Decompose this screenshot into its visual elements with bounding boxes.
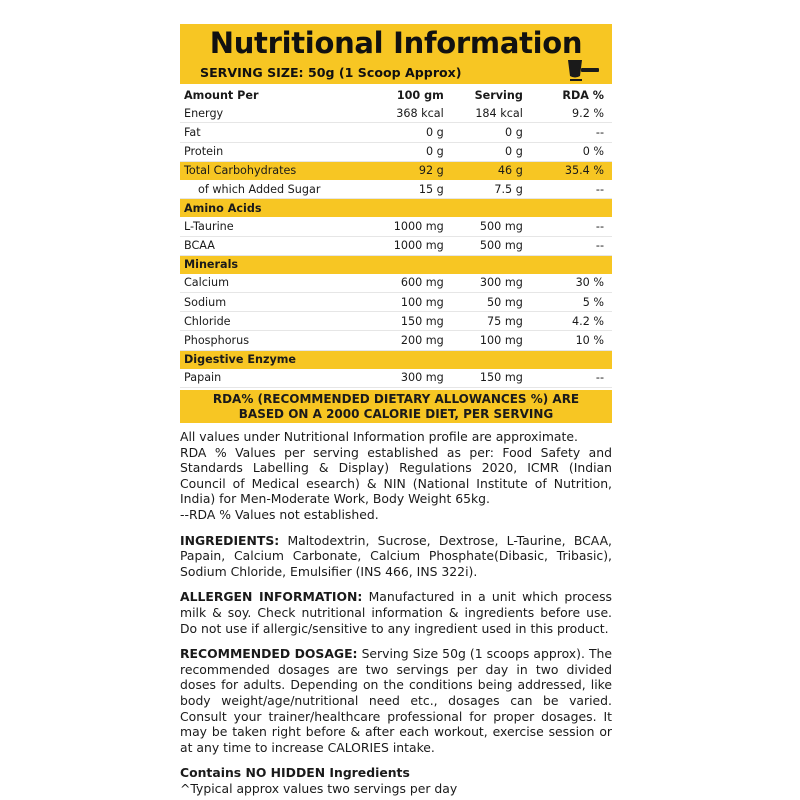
- value-per-100g: 0 g: [380, 142, 448, 161]
- value-per-serving: 46 g: [448, 161, 527, 180]
- value-rda: --: [527, 369, 612, 388]
- ingredients-block: [180, 533, 612, 580]
- value-rda: 4.2 %: [527, 312, 612, 331]
- dosage-label: RECOMMENDED DOSAGE:: [180, 646, 358, 662]
- col-rda: RDA %: [562, 88, 604, 102]
- value-rda: 10 %: [527, 331, 612, 350]
- value-rda: 9.2 %: [527, 104, 612, 123]
- dosage-block: [180, 646, 612, 755]
- value-per-100g: 92 g: [380, 161, 448, 180]
- table-row: [180, 369, 612, 388]
- notes-block: [180, 429, 612, 796]
- allergen-text: Manufactured in a unit which process milk & soy. Check nutritional information & ingredients before use. Do not use if allergic/sensitive to any ingredient used in this product.: [180, 589, 612, 636]
- value-per-serving: 50 mg: [448, 293, 527, 312]
- col-serving: Serving: [474, 88, 523, 102]
- section-header: [180, 350, 612, 369]
- value-per-serving: 184 kcal: [448, 104, 527, 123]
- table-row: [180, 331, 612, 350]
- header-banner: [180, 24, 612, 84]
- nutrient-name: Protein: [180, 142, 380, 161]
- value-rda: 35.4 %: [527, 161, 612, 180]
- nutrient-name: Fat: [180, 123, 380, 142]
- nutrient-name: of which Added Sugar: [180, 180, 380, 199]
- value-per-serving: 0 g: [448, 123, 527, 142]
- ingredients-label: INGREDIENTS:: [180, 532, 280, 548]
- value-per-100g: 0 g: [380, 123, 448, 142]
- rda-note: [180, 390, 612, 423]
- nutrient-name: Sodium: [180, 293, 380, 312]
- value-per-100g: 1000 mg: [380, 217, 448, 236]
- scoop-icon: [566, 54, 600, 82]
- value-per-100g: 15 g: [380, 180, 448, 199]
- value-rda: 30 %: [527, 274, 612, 293]
- table-row: [180, 236, 612, 255]
- ingredients-text: Maltodextrin, Sucrose, Dextrose, L-Taurine, BCAA, Papain, Calcium Carbonate, Calcium Phosphate(Dibasic, Tribasic), Sodium Chloride, Emulsifier (INS 466, INS 322i).: [180, 532, 612, 579]
- value-per-100g: 600 mg: [380, 274, 448, 293]
- table-row: [180, 180, 612, 199]
- value-rda: 5 %: [527, 293, 612, 312]
- nutrient-name: Papain: [180, 369, 380, 388]
- value-per-serving: 150 mg: [448, 369, 527, 388]
- hidden-ingredients: Contains NO HIDDEN Ingredients: [180, 765, 410, 781]
- table-row: [180, 217, 612, 236]
- nutrient-name: Chloride: [180, 312, 380, 331]
- table-row: [180, 312, 612, 331]
- value-per-100g: 368 kcal: [380, 104, 448, 123]
- value-rda: 0 %: [527, 142, 612, 161]
- nutrient-name: Energy: [180, 104, 380, 123]
- page-title: Nutritional Information: [209, 26, 583, 60]
- value-per-serving: 500 mg: [448, 236, 527, 255]
- value-rda: --: [527, 180, 612, 199]
- footnote: ^Typical approx values two servings per day: [180, 780, 458, 796]
- table-row: [180, 274, 612, 293]
- value-per-serving: 75 mg: [448, 312, 527, 331]
- value-rda: --: [527, 123, 612, 142]
- value-per-100g: 300 mg: [380, 369, 448, 388]
- table-row: [180, 104, 612, 123]
- value-per-100g: 200 mg: [380, 331, 448, 350]
- allergen-block: [180, 589, 612, 636]
- section-header: [180, 199, 612, 218]
- value-per-100g: 1000 mg: [380, 236, 448, 255]
- nutrient-name: Phosphorus: [180, 331, 380, 350]
- nutrient-name: Total Carbohydrates: [180, 161, 380, 180]
- section-label: Digestive Enzyme: [180, 350, 612, 369]
- table-row: [180, 142, 612, 161]
- rda-note-line2: BASED ON A 2000 CALORIE DIET, PER SERVING: [238, 407, 554, 421]
- nutrient-name: BCAA: [180, 236, 380, 255]
- col-100gm: 100 gm: [396, 88, 444, 102]
- section-header: [180, 255, 612, 274]
- nutrition-panel: [180, 24, 612, 796]
- value-per-serving: 0 g: [448, 142, 527, 161]
- value-per-serving: 500 mg: [448, 217, 527, 236]
- table-header: [180, 86, 612, 104]
- dosage-text: Serving Size 50g (1 scoops approx). The recommended dosages are two servings per day in two divided doses for adults. Depending on the conditions being addressed, like body weight/age/nutritional need etc., dosages can be varied. Consult your trainer/healthcare professional for proper dosages. It may be taken right before & after each workout, exercise session or at any time to increase CALORIES intake.: [180, 646, 612, 755]
- table-row: [180, 293, 612, 312]
- section-label: Minerals: [180, 255, 612, 274]
- allergen-label: ALLERGEN INFORMATION:: [180, 589, 363, 605]
- value-per-100g: 100 mg: [380, 293, 448, 312]
- rda-not-established: --RDA % Values not established.: [180, 506, 379, 522]
- section-label: Amino Acids: [180, 199, 612, 218]
- serving-size: SERVING SIZE: 50g (1 Scoop Approx): [200, 65, 462, 80]
- col-amount-per: Amount Per: [184, 88, 259, 102]
- disclaimer: All values under Nutritional Information profile are approximate.: [180, 429, 578, 444]
- value-per-100g: 150 mg: [380, 312, 448, 331]
- rda-source: RDA % Values per serving established as per: Food Safety and Standards Labelling & Display) Regulations 2020, ICMR (Indian Council of Medical esearch) & NIN (National Institute of Nutrition, India) for Men-Moderate Work, Body Weight 65kg.: [180, 444, 612, 507]
- table-row: [180, 161, 612, 180]
- value-per-serving: 300 mg: [448, 274, 527, 293]
- table-row: [180, 123, 612, 142]
- nutrition-table: [180, 86, 612, 388]
- value-per-serving: 100 mg: [448, 331, 527, 350]
- nutrient-name: Calcium: [180, 274, 380, 293]
- value-rda: --: [527, 236, 612, 255]
- rda-note-line1: RDA% (RECOMMENDED DIETARY ALLOWANCES %) ARE: [212, 392, 580, 406]
- nutrient-name: L-Taurine: [180, 217, 380, 236]
- value-rda: --: [527, 217, 612, 236]
- value-per-serving: 7.5 g: [448, 180, 527, 199]
